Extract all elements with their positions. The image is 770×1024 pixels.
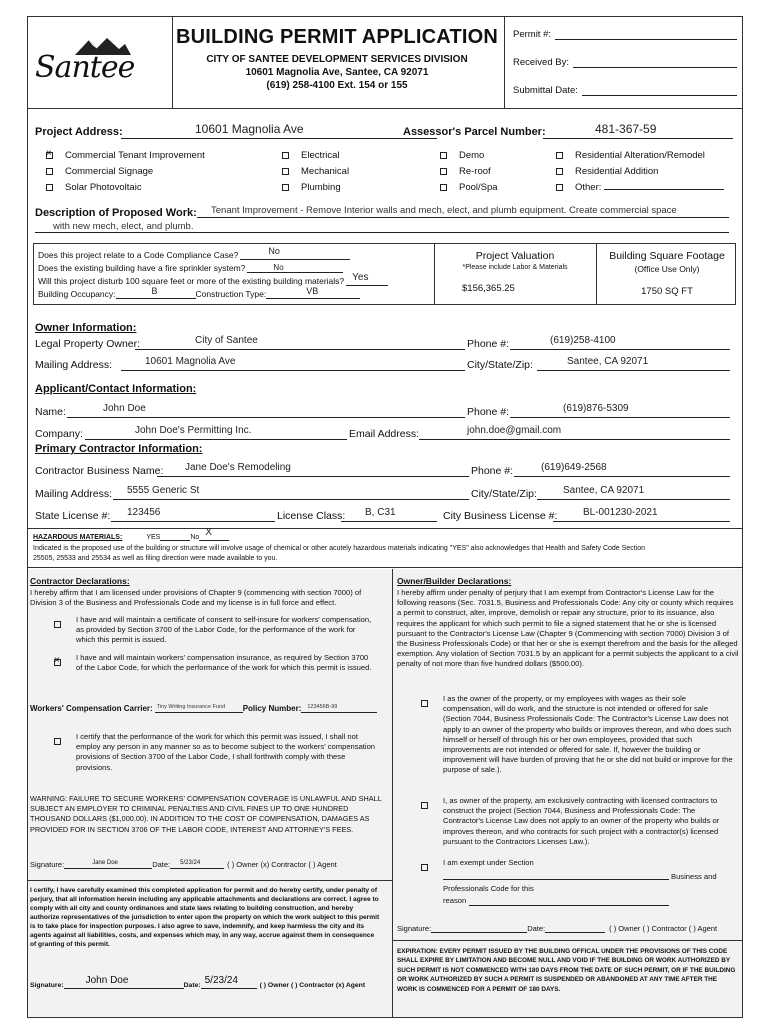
exempt-reason-field[interactable] — [469, 896, 669, 906]
owner-sig-row — [397, 924, 717, 933]
dept-phone: (619) 258-4100 Ext. 154 or 155 — [266, 80, 408, 91]
hazardous-text-2: 25505, 25533 and 25534 as well as filing direction were made available to you. — [33, 555, 278, 562]
contractor-decl-c2: I have and will maintain workers' compensation insurance, as required by Section 3700 of the Labor Code, for which the performance of the work for which this permit is issued. — [76, 653, 372, 673]
applicant-name-label: Name: — [35, 406, 66, 418]
owner-mail-label: Mailing Address: — [35, 359, 113, 371]
owner-decl-o3: I am exempt under Section — [443, 858, 534, 867]
city-biz-license-value[interactable]: BL-001230-2021 — [583, 507, 658, 518]
contractor-city-value[interactable]: Santee, CA 92071 — [563, 485, 645, 496]
valuation-value[interactable]: $156,365.25 — [462, 283, 515, 294]
exempt-section-field[interactable] — [443, 866, 669, 880]
sqft-cell — [597, 250, 737, 297]
owner-decl-o2: I, as owner of the property, am exclusively contracting with licensed contractors to construct the project (Section 7044, Business and Professionals Code: The Contractor's License Law does not apply to an owner of the property who builds or improves thereon, and who contracts for such project with a contractor(s) licensed pursuant to the Contractors Licenses Law.). — [443, 796, 720, 846]
contractor-declarations — [30, 576, 388, 876]
logo-text: Santee — [35, 50, 135, 85]
contractor-biz-value[interactable]: Jane Doe's Remodeling — [185, 462, 291, 473]
permit-types — [46, 150, 736, 198]
hazardous-yes-label: YES — [146, 534, 161, 541]
owner-phone-label: Phone #: — [467, 338, 510, 350]
sprinkler-answer[interactable]: No — [273, 263, 284, 272]
contractor-decl-p1: I hereby affirm that I am licensed under provisions of Chapter 9 (commencing with section 7000) of Division 3 of the Business and Professionals Code and my license is in full force and effect. — [30, 588, 362, 608]
owner-section — [35, 322, 735, 374]
contractor-sig-row — [30, 860, 337, 869]
license-class-label: License Class: — [277, 510, 346, 522]
cb-no-employees[interactable] — [54, 738, 61, 745]
contractor-role[interactable]: ( ) Owner (x) Contractor ( ) Agent — [227, 860, 337, 869]
valuation-cell — [434, 250, 596, 294]
cb-workers-comp[interactable] — [54, 659, 61, 666]
hazardous-yes-field[interactable] — [160, 533, 190, 541]
project-address-value[interactable]: 10601 Magnolia Ave — [195, 122, 304, 136]
project-address-row — [35, 122, 735, 138]
owner-declarations — [397, 576, 739, 936]
valuation-title: Project Valuation — [475, 250, 555, 262]
owner-name-label: Legal Property Owner: — [35, 338, 141, 350]
description-line-2[interactable]: with new mech, elect, and plumb. — [53, 221, 194, 232]
received-by-label: Received By: — [513, 57, 569, 68]
certify-sig-label: Signature: — [30, 982, 64, 989]
hazardous-row — [33, 527, 229, 541]
disturb-row: Will this project disturb 100 square feet or more of the existing building materials? Yes — [38, 276, 388, 286]
contractor-decl-heading: Contractor Declarations: — [30, 576, 130, 586]
applicant-company-label: Company: — [35, 428, 83, 440]
certify-date-value[interactable]: 5/23/24 — [204, 975, 238, 986]
form-title: BUILDING PERMIT APPLICATION — [175, 26, 499, 48]
owner-city-label: City/State/Zip: — [467, 359, 533, 371]
workers-comp-warning: WARNING: FAILURE TO SECURE WORKERS' COMPENSATION COVERAGE IS UNLAWFUL AND SHALL SUBJECT AN EMPLOYER TO CRIMINAL PENALTIES AND CIVIL FINES UP TO ONE HUNDRED THOUSAND DOLLARS ($1,000.00). IN ADDITION TO THE COST OF COMPENSATION, DAMAGES AS PROVIDED FOR IN SECTION 3706 OF THE LABOR CODE, INTEREST AND ATTORNEY'S FEES. — [30, 794, 382, 834]
disturb-answer[interactable]: Yes — [352, 272, 369, 283]
owner-decl-p1: I hereby affirm under penalty of perjury that I am exempt from Contractor's License Law for the following reasons (Sec. 7031.5, Business and Professionals Code: Any city or county which requires a permit to construct, alter, improve, demolish or repair any structure, prior to its issuance, also requires the applicant for which such permit to file a signed statement that he or she is licensed pursuant to the Contractor's License Law (Chapter 9 (Commencing with section 7000) Division 3 of the Business Professionals Code) or that her or she is exempt therefrom and the basis for the alleged exemption. Any violation of Section 7031.5 by an applicant for a permit subjects the applicant to a civil penalty of not more than five hundred dollars ($500.00). — [397, 588, 739, 669]
contractor-city-label: City/State/Zip: — [471, 488, 537, 500]
owner-role[interactable]: ( ) Owner ( ) Contractor ( ) Agent — [609, 924, 718, 933]
owner-phone-value[interactable]: (619)258-4100 — [550, 335, 616, 346]
contractor-sig-value[interactable]: Jane Doe — [92, 860, 118, 866]
cb-pool-spa[interactable]: Pool/Spa — [440, 182, 498, 198]
dept-address: 10601 Magnolia Ave, Santee, CA 92071 — [245, 67, 429, 78]
carrier-label: Workers' Compensation Carrier: — [30, 704, 153, 713]
contractor-phone-value[interactable]: (619)649-2568 — [541, 462, 607, 473]
contractor-mail-value[interactable]: 5555 Generic St — [127, 485, 200, 496]
contractor-license-value[interactable]: 123456 — [127, 507, 161, 518]
license-class-value[interactable]: B, C31 — [365, 507, 396, 518]
expiration-notice: EXPIRATION: EVERY PERMIT ISSUED BY THE BUILDING OFFICAL UNDER THE PROVISIONS OF THIS CODE SHALL EXPIRE BY LIMITATION AND BECOME NULL AND VOID IF THE BUILDING OR WORK AUTHORIZED BY SUCH PERMIT IS NOT COMMENCED WITH 180 DAYS FROM THE DATE OF SUCH PERMIT, OR IF THE BUILDING OR WORK AUTHORIZED BY SUCH A PERMIT IS SUSPENDED OR ABANDONED AT ANY TIME AFTER THE WORK IS COMMENCED FOR A PERMIT OF 180 DAYS. — [397, 948, 736, 993]
apn-label: Assessor's Parcel Number: — [403, 126, 546, 138]
code-compliance-row: Does this project relate to a Code Compliance Case? No — [38, 250, 350, 260]
owner-decl-o3c: Professionals Code for this — [443, 884, 534, 893]
certify-sig-value[interactable]: John Doe — [85, 975, 129, 986]
cb-electrical[interactable]: Electrical — [282, 150, 349, 166]
cb-residential-addition[interactable]: Residential Addition — [556, 166, 724, 182]
apn-value[interactable]: 481-367-59 — [595, 122, 657, 136]
compliance-box — [33, 243, 736, 305]
contractor-biz-label: Contractor Business Name: — [35, 465, 164, 477]
contractor-date-value[interactable]: 5/23/24 — [180, 860, 201, 866]
dept-name: CITY OF SANTEE DEVELOPMENT SERVICES DIVISION — [206, 54, 468, 65]
cb-owner-builder[interactable] — [421, 700, 428, 707]
cb-mechanical[interactable]: Mechanical — [282, 166, 349, 182]
owner-decl-o3b: Business and — [671, 872, 717, 881]
valuation-note: *Please include Labor & Materials — [462, 264, 568, 271]
cb-reroof[interactable]: Re-roof — [440, 166, 498, 182]
permit-col-1 — [46, 150, 205, 198]
owner-date-label: Date: — [527, 924, 546, 933]
hazardous-no-label: No — [190, 534, 200, 541]
permit-col-2 — [282, 150, 349, 198]
carrier-row — [30, 704, 377, 713]
description-row — [35, 204, 735, 236]
owner-name-value[interactable]: City of Santee — [195, 335, 258, 346]
contractor-decl-c1: I have and will maintain a certificate of consent to self-insure for workers' compensation, as provided by Section 3700 of the Labor Code, for the performance of the work for which this permit is issued. — [76, 615, 372, 645]
contractor-license-label: State License #: — [35, 510, 111, 522]
applicant-phone-label: Phone #: — [467, 406, 510, 418]
construction-type-value[interactable]: VB — [306, 286, 319, 296]
certify-date-label: Date: — [183, 982, 201, 989]
owner-decl-heading: Owner/Builder Declarations: — [397, 576, 512, 586]
policy-value[interactable]: 123456B-99 — [307, 704, 338, 710]
owner-decl-o3d: reason — [443, 896, 467, 905]
owner-sig-field[interactable] — [431, 924, 527, 933]
description-line-1[interactable]: Tenant Improvement - Remove Interior walls and mech, elect, and plumb equipment. Create commercial space — [211, 205, 677, 216]
cb-plumbing[interactable]: Plumbing — [282, 182, 349, 198]
contractor-phone-label: Phone #: — [471, 465, 514, 477]
submittal-date-label: Submittal Date: — [513, 85, 578, 96]
permit-col-3 — [440, 150, 498, 198]
cb-owner-contracting[interactable] — [421, 802, 428, 809]
permit-number-label: Permit #: — [513, 29, 552, 40]
contractor-sig-label: Signature: — [30, 860, 65, 869]
cb-solar[interactable]: Solar Photovoltaic — [46, 182, 205, 198]
permit-col-4 — [556, 150, 724, 198]
owner-heading: Owner Information: — [35, 322, 137, 334]
applicant-email-value[interactable]: john.doe@gmail.com — [467, 425, 562, 436]
contractor-date-label: Date: — [152, 860, 171, 869]
applicant-email-label: Email Address: — [349, 428, 420, 440]
applicant-company-value[interactable]: John Doe's Permitting Inc. — [135, 425, 252, 436]
sprinkler-row: Does the existing building have a fire sprinkler system? No — [38, 263, 343, 273]
certify-text: I certify, I have carefully examined this completed application for permit and do hereby certify, under penalty of perjury, that all information herein including any applicable attachments and declarations are correct. I agree to comply with all city and county ordinances and state laws relating to building construction, and hereby authorize representatives of the jurisdiction to enter upon the property on which the work subject to this permit is to take place for inspection purposes. I also agree to save, indemnify, and keep harmless the city and its agents against all liabilities, costs, and expenses which may, in any way, accrue against them in consequence of granting of this permit. — [30, 887, 380, 948]
owner-date-field[interactable] — [545, 924, 605, 933]
policy-label: Policy Number: — [242, 704, 302, 713]
certify-role[interactable]: ( ) Owner ( ) Contractor (x) Agent — [259, 982, 366, 989]
sqft-note: (Office Use Only) — [634, 264, 700, 274]
owner-decl-o1: I as the owner of the property, or my employees with wages as their sole compensation, will do work, and the structure is not intended or offered for sale (Section 7044, Business Professionals Code: The Contractor's License Law does not apply to an owner of the property who builds or improves thereon, and who does such himself or herself of through his or her own employees, provided that such improvements are not intended or offered for sale. If, however the building or improvement will have burden of proving that he or she did not build or improve for the purpose of sale.). — [443, 694, 733, 775]
contractor-section — [35, 443, 735, 523]
applicant-phone-value[interactable]: (619)876-5309 — [563, 403, 629, 414]
contractor-decl-c3: I certify that the performance of the work for which this permit was issued, I shall not employ any person in any manner so as to become subject to the workers' compensation provisions of Section 3700 of the Labor Code, I shall forthwith comply with these provisions. — [76, 732, 376, 772]
cb-commercial-ti[interactable]: ×Commercial Tenant Improvement — [46, 150, 205, 166]
owner-sig-label: Signature: — [397, 924, 432, 933]
owner-city-value[interactable]: Santee, CA 92071 — [567, 356, 649, 367]
sqft-title: Building Square Footage — [609, 250, 725, 262]
description-label: Description of Proposed Work: — [35, 207, 197, 219]
hazardous-no-value[interactable]: X — [205, 527, 212, 538]
owner-mail-value[interactable]: 10601 Magnolia Ave — [145, 356, 236, 367]
city-biz-license-label: City Business License #: — [443, 510, 558, 522]
sqft-value[interactable]: 1750 SQ FT — [641, 286, 693, 297]
occupancy-row: Building Occupancy: B Construction Type: VB — [38, 289, 360, 299]
hazardous-text-1: Indicated is the proposed use of the building or structure will involve usage of chemical or other acutely hazardous materials indicating "YES" also acknowledges that Health and Safety Code Section — [33, 545, 645, 552]
hazardous-section — [27, 528, 743, 568]
cb-demo[interactable]: Demo — [440, 150, 498, 166]
cb-owner-exempt[interactable] — [421, 864, 428, 871]
cb-other[interactable]: Other: — [556, 182, 724, 198]
occupancy-value[interactable]: B — [151, 286, 158, 296]
cb-self-insure[interactable] — [54, 621, 61, 628]
applicant-section — [35, 383, 735, 439]
certify-section — [30, 886, 388, 1014]
carrier-value[interactable]: Tiny Writing Insurance Fund — [156, 704, 226, 710]
contractor-heading: Primary Contractor Information: — [35, 443, 203, 455]
contractor-mail-label: Mailing Address: — [35, 488, 113, 500]
code-compliance-answer[interactable]: No — [268, 246, 280, 256]
hazardous-label: HAZARDOUS MATERIALS: — [33, 534, 123, 541]
project-address-label: Project Address: — [35, 126, 123, 138]
applicant-name-value[interactable]: John Doe — [103, 403, 146, 414]
certify-sig-row — [30, 975, 366, 989]
cb-residential-alteration[interactable]: Residential Alteration/Remodel — [556, 150, 724, 166]
cb-commercial-signage[interactable]: Commercial Signage — [46, 166, 205, 182]
applicant-heading: Applicant/Contact Information: — [35, 383, 197, 395]
